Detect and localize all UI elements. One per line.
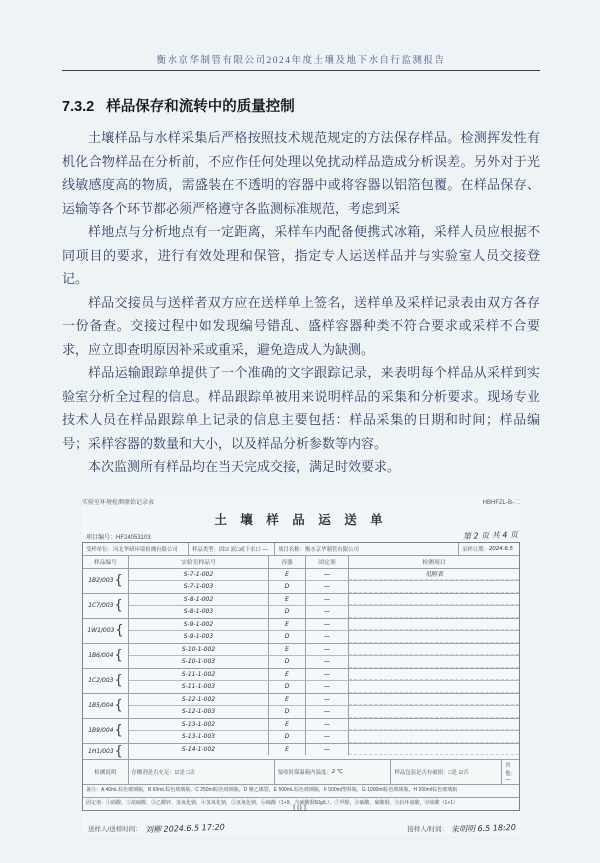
container-cell: E <box>269 744 306 756</box>
table-row <box>129 569 519 581</box>
col-sample-no: 样品编号 <box>83 556 129 568</box>
scanned-delivery-form <box>82 495 520 834</box>
container-cell: D <box>269 731 306 743</box>
fixative-cell: — <box>306 644 349 656</box>
col-test-items: 检测项目 <box>422 560 446 566</box>
sample-number-cell: 1C2/003 { <box>83 669 129 693</box>
lab-sample-no-cell: S-13-1-002 <box>129 719 269 731</box>
info-row <box>83 543 519 555</box>
receiver-signature-value: 朱明明 6.5 18:20 <box>450 822 517 834</box>
lab-sample-no-cell: S-11-1-003 <box>129 681 269 693</box>
container-cell: E <box>269 619 306 631</box>
report-header: 衡水京华制管有限公司2024年度土壤及地下水自行监测报告 <box>156 56 446 66</box>
test-items-cell <box>349 744 519 756</box>
body-text <box>62 126 540 479</box>
fixative-cell: — <box>306 719 349 731</box>
table-row <box>129 580 519 593</box>
note-label: 检测说明 <box>83 760 129 784</box>
table-row-group <box>83 643 519 668</box>
test-items-cell: 见附表 <box>349 569 519 581</box>
table-row-group <box>83 743 519 759</box>
test-items-cell <box>349 656 519 668</box>
note-damage-check: 样品包装是否有破损：□是 ☑否 <box>391 760 502 784</box>
section-number: 7.3.2 <box>62 99 95 115</box>
fixative-text: 固定剂：①硝酸，②浓硫酸，③乙酸锌、氢氧化钠，④氢氧化钠，⑤氢氧化钠，⑥硫酸（1+9，含硫酸铜50g/L），⑦甲醇，⑧硫酸、硫酸铜，⑨抗坏血酸，⑩盐酸（1+1） <box>86 799 458 806</box>
fixative-cell: — <box>306 694 349 706</box>
table-row <box>129 644 519 656</box>
lab-sample-no-cell: S-14-1-002 <box>129 744 269 756</box>
test-items-cell <box>349 606 519 618</box>
test-items-cell <box>349 731 519 743</box>
form-table <box>82 542 520 811</box>
test-items-cell <box>349 594 519 606</box>
container-cell: D <box>269 706 306 718</box>
lab-sample-no-cell: S-8-1-003 <box>129 606 269 618</box>
header-rule <box>62 70 540 71</box>
sampling-date-label: 采样日期： <box>462 546 489 553</box>
table-row <box>129 680 519 693</box>
sample-number-cell: 1B2/003 { <box>83 569 129 593</box>
fixative-cell: — <box>306 706 349 718</box>
container-cell: E <box>269 594 306 606</box>
sample-number-cell: 1H1/003 { <box>83 744 129 759</box>
paragraph: 样地点与分析地点有一定距离，采样车内配备便携式冰箱，采样人员应根据不同项目的要求，进行有效处理和保管，指定专人运送样品并与实验室人员交接登记。 <box>62 224 540 286</box>
container-cell: E <box>269 569 306 581</box>
page-number: 101 <box>291 803 309 813</box>
form-code: HBHFZL-B-二 <box>482 499 520 506</box>
remark-row <box>83 784 519 797</box>
receiver-signature: 接样人/时间： 朱明明 6.5 18:20 <box>407 822 517 834</box>
fixative-cell: — <box>306 669 349 681</box>
lab-sample-no-cell: S-10-1-003 <box>129 656 269 668</box>
table-row <box>129 630 519 643</box>
col-lab-sample-no: 实验室样品号 <box>129 556 269 568</box>
sample-number-cell: 1C7/003 { <box>83 594 129 618</box>
fixative-cell: — <box>306 631 349 643</box>
project-number: 项目编号：HF24053103 <box>86 534 151 541</box>
note-other: 其他：— <box>505 762 517 783</box>
test-items-cell <box>349 669 519 681</box>
lab-sample-no-cell: S-8-1-002 <box>129 594 269 606</box>
test-items-cell <box>349 644 519 656</box>
lab-sample-no-cell: S-13-1-003 <box>129 731 269 743</box>
sample-number-cell: 1B9/004 { <box>83 719 129 743</box>
test-items-cell <box>349 694 519 706</box>
container-cell: E <box>269 644 306 656</box>
section-title: 样品保存和流转中的质量控制 <box>106 99 295 115</box>
lab-sample-no-cell: S-9-1-003 <box>129 631 269 643</box>
table-row <box>129 694 519 706</box>
table-row <box>129 669 519 681</box>
container-cell: D <box>269 656 306 668</box>
table-row-group <box>83 718 519 743</box>
table-row-group <box>83 693 519 718</box>
table-row-group <box>83 593 519 618</box>
sample-number-cell: 1W1/003 { <box>83 619 129 643</box>
fixative-cell: — <box>306 744 349 756</box>
form-meta-left: 实验室环境检测原始记录表 <box>82 499 155 506</box>
table-row-group <box>83 668 519 693</box>
col-fixative: 固定剂 <box>306 556 349 568</box>
lab-sample-no-cell: S-9-1-002 <box>129 619 269 631</box>
paragraph: 本次监测所有样品均在当天完成交接，满足时效要求。 <box>88 459 401 474</box>
container-cell: D <box>269 581 306 593</box>
col-container: 容器 <box>269 556 306 568</box>
lab-sample-no-cell: S-12-1-003 <box>129 706 269 718</box>
sampling-date-cell <box>459 543 519 555</box>
sender-signature-value: 刘柳 2024.6.5 17:20 <box>144 822 225 834</box>
table-row <box>129 719 519 731</box>
table-row <box>129 744 519 756</box>
fixative-cell: — <box>306 594 349 606</box>
table-row <box>129 605 519 618</box>
paragraph: 土壤样品与水样采集后严格按照技术规范规定的方法保存样品。检测挥发性有机化合物样品在分析前，不应作任何处理以免扰动样品造成分析误差。另外对于光线敏感度高的物质，需盛装在不透明的容器中或将容器以铝箔包覆。在样品保存、运输等各个环节都必须严格遵守各监测标准规范，考虑到采 <box>62 130 540 216</box>
note-acid-sufficient: 存酸剂是否充足：☑是 □否 <box>129 760 275 784</box>
section-heading <box>62 95 540 116</box>
table-row <box>129 619 519 631</box>
fixative-cell: — <box>306 581 349 593</box>
test-items-cell <box>349 631 519 643</box>
table-row-group <box>83 618 519 643</box>
test-items-cell <box>349 681 519 693</box>
temperature-value: 2 <box>331 768 336 775</box>
test-items-cell <box>349 719 519 731</box>
container-cell: D <box>269 681 306 693</box>
fixative-cell: — <box>306 606 349 618</box>
fixative-cell: — <box>306 681 349 693</box>
sender-signature: 送样人/送样时间： 刘柳 2024.6.5 17:20 <box>88 822 225 834</box>
table-row <box>129 594 519 606</box>
client-cell: 受样单位：河北华研环境检测有限公司 <box>83 543 189 555</box>
container-cell: D <box>269 606 306 618</box>
container-cell: E <box>269 719 306 731</box>
paragraph: 样品运输跟踪单提供了一个准确的文字跟踪记录，来表明每个样品从采样到实验室分析全过程的信息。样品跟踪单被用来说明样品的采集和分析要求。现场专业技术人员在样品跟踪单上记录的信息主要包括：样品采集的日期和时间；样品编号；采样容器的数量和大小，以及样品分析参数等内容。 <box>62 365 540 451</box>
page-count-note: 第 2 页 共 4 页 <box>462 529 519 541</box>
note-row <box>83 759 519 784</box>
fixative-cell: — <box>306 656 349 668</box>
paragraph: 样品交接员与送样者双方应在送样单上签名，送样单及采样记录表由双方各存一份备查。交接过程中如发现编号错乱、盛样容器种类不符合要求或采样不合要求，应立即查明原因补采或重采，避免造成人为缺测。 <box>62 294 540 357</box>
remark-text: 备注：A 40mL棕色玻璃瓶，B 60mL棕色玻璃瓶，C 250ml棕色玻璃瓶，D 聚乙烯袋，E 500mL棕色玻璃瓶，F 500ml塑料瓶，G 1000ml棕色玻璃瓶，H 200ml棕色玻璃瓶 <box>86 786 458 793</box>
lab-sample-no-cell: S-11-1-002 <box>129 669 269 681</box>
test-items-cell <box>349 706 519 718</box>
form-title: 土 壤 样 品 运 送 单 <box>214 512 388 527</box>
table-row <box>129 730 519 743</box>
test-items-cell <box>349 619 519 631</box>
note-box-temperature: 接收时保温箱内温度： 2 ℃ <box>275 760 392 784</box>
container-cell: E <box>269 694 306 706</box>
form-meta <box>82 497 520 506</box>
project-name-cell: 项目名称：衡水京华制管有限公司 <box>275 543 459 555</box>
container-cell: E <box>269 669 306 681</box>
lab-sample-no-cell: S-7-1-002 <box>129 569 269 581</box>
lab-sample-no-cell: S-12-1-002 <box>129 694 269 706</box>
container-cell: D <box>269 631 306 643</box>
table-row <box>129 655 519 668</box>
fixative-cell: — <box>306 569 349 581</box>
sample-type-cell: 样品类型：固☑ 液□或下水口 — <box>189 543 275 555</box>
table-row <box>129 705 519 718</box>
lab-sample-no-cell: S-10-1-002 <box>129 644 269 656</box>
sample-number-cell: 1B5/004 { <box>83 694 129 718</box>
sample-number-cell: 1B6/004 { <box>83 644 129 668</box>
sample-rows <box>83 568 519 759</box>
test-items-cell <box>349 581 519 593</box>
lab-sample-no-cell: S-7-1-003 <box>129 581 269 593</box>
table-row-group <box>83 568 519 593</box>
fixative-cell: — <box>306 731 349 743</box>
signature-row <box>88 823 516 834</box>
form-subline <box>86 530 518 541</box>
fixative-cell: — <box>306 619 349 631</box>
column-header-row <box>83 555 519 568</box>
sampling-date-value: 2024.6.5 <box>488 545 513 552</box>
